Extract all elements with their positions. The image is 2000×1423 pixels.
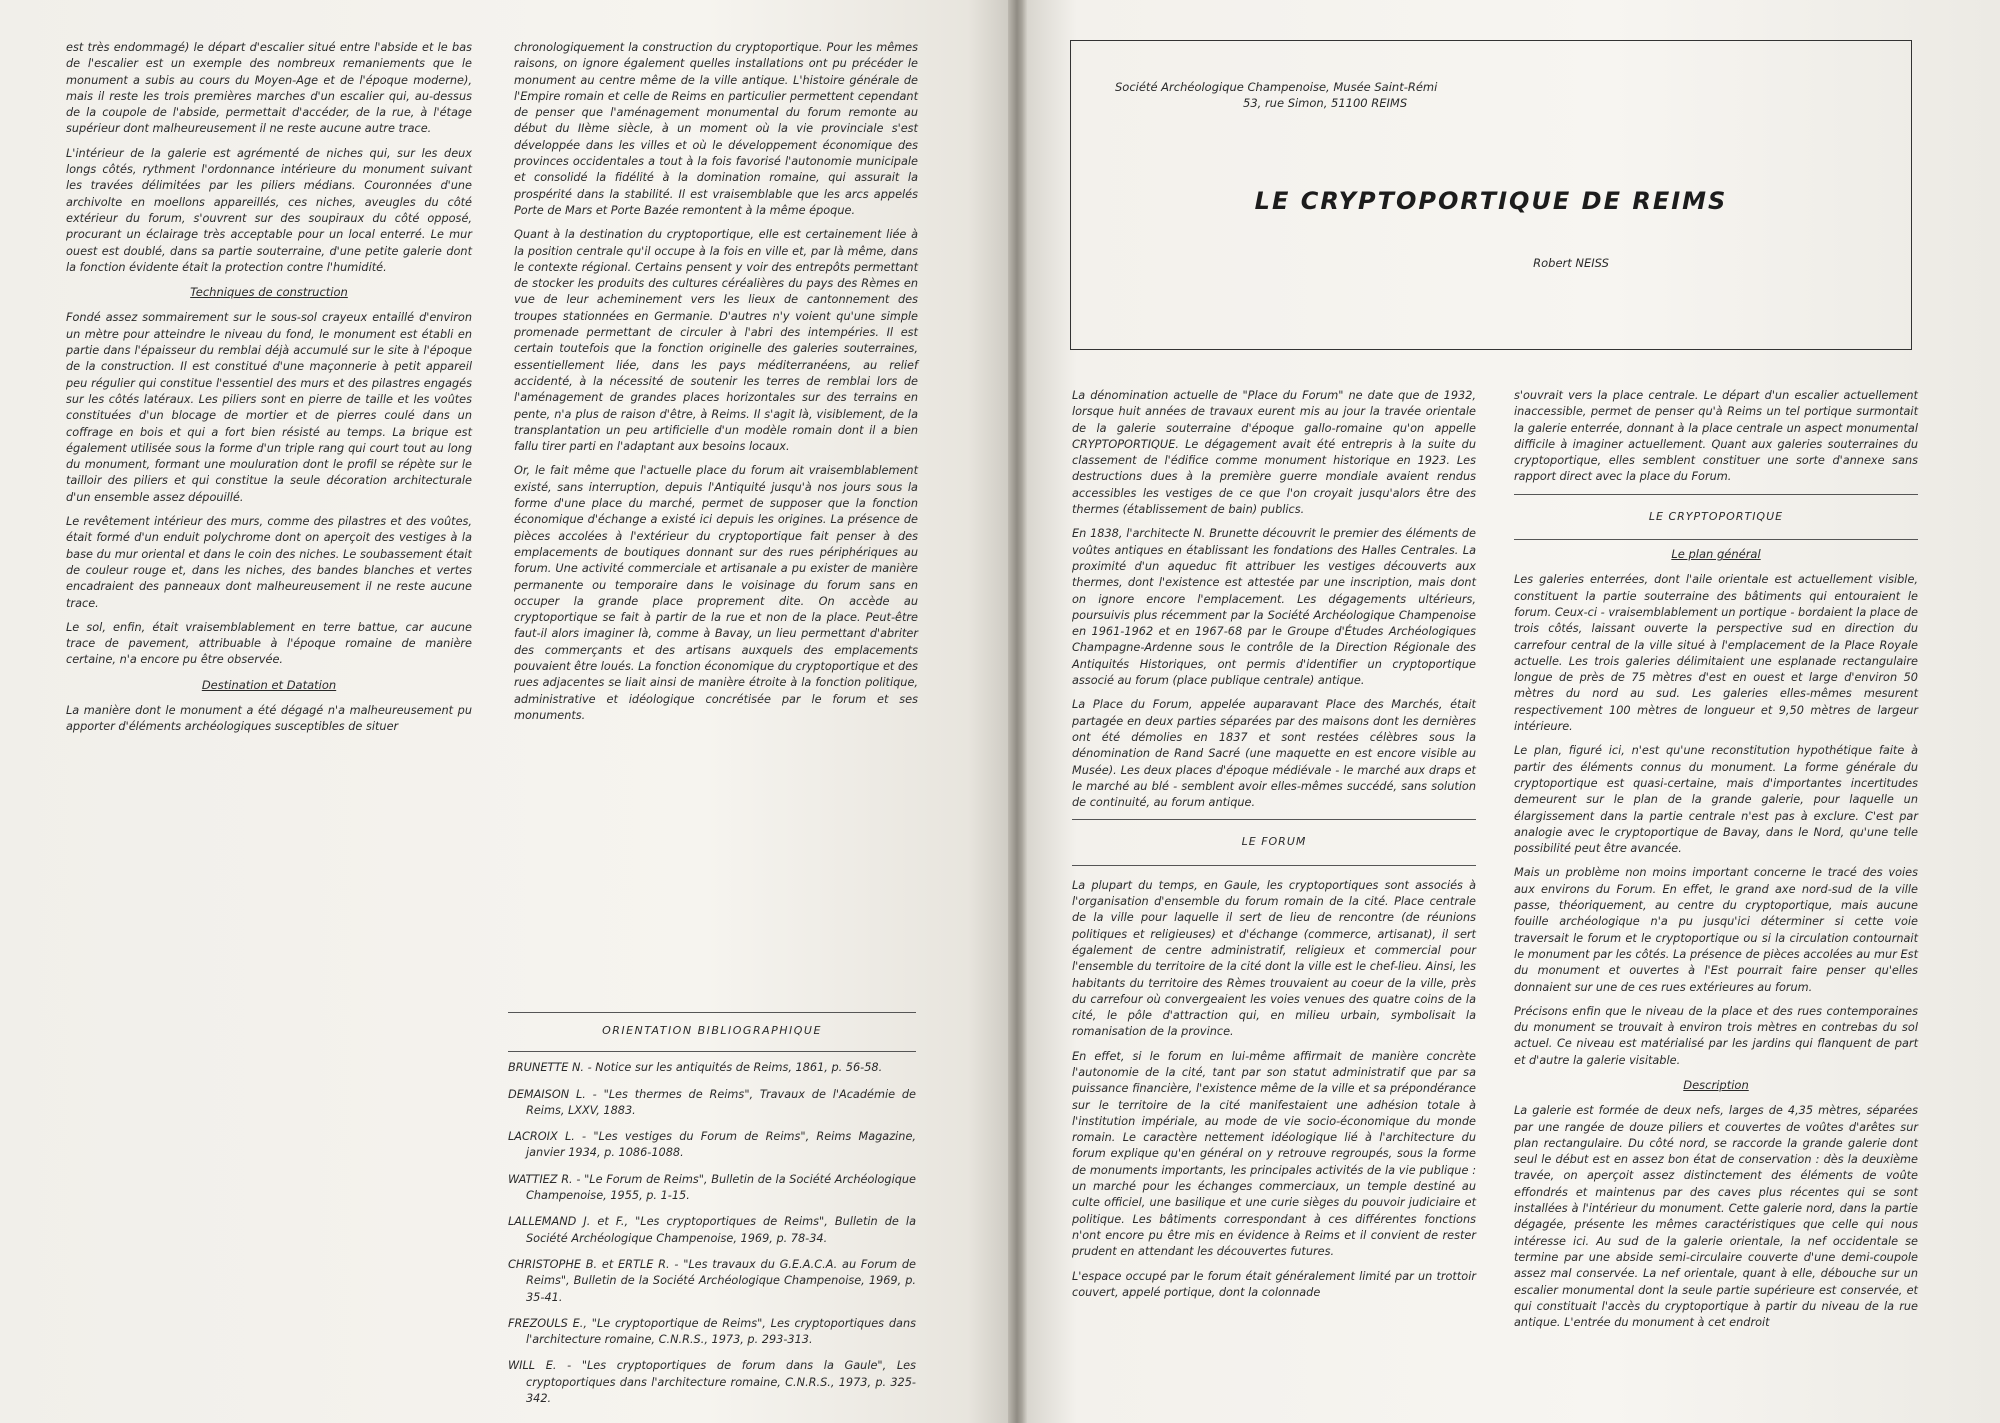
paragraph: Le plan, figuré ici, n'est qu'une reconstitution hypothétique faite à partir des éléments connus du monument. La forme générale du cryptoportique est quasi-certaine, mais d'importantes incertitudes demeurent sur le plan de la grande galerie, pour laquelle un élargissement dans la partie centrale n'est pas à exclure. C'est par analogie avec le cryptoportique de Bavay, dans le Nord, qu'une telle possibilité peut être avancée. bbox=[1514, 744, 1918, 856]
author-name: Robert NEISS bbox=[1533, 256, 1609, 270]
document-title: LE CRYPTOPORTIQUE DE REIMS bbox=[1254, 187, 1728, 215]
paragraph: chronologiquement la construction du cryptoportique. Pour les mêmes raisons, on ignore également quelles installations ont pu précéder le monument au centre même de la ville antique. L'histoire générale de l'Empire romain et celle de Reims en particulier permettent cependant de penser que l'aménagement monumental du forum remonte au début du IIème siècle, à un moment où la vie provinciale s'est développée dans les villes et où le développement économique des provinces occidentales a tout à la fois favorisé l'autonomie municipale et consolidé la fidélité à la domination romaine, qui assurait la prospérité dans la stabilité. Il est vraisemblable que les arcs appelés Porte de Mars et Porte Bazée remontent à la même époque. bbox=[514, 41, 918, 217]
bibliography bbox=[508, 1012, 916, 1417]
paragraph: L'intérieur de la galerie est agrémenté de niches qui, sur les deux longs côtés, rythment l'ordonnance intérieure du monument suivant les travées délimitées par les piliers médians. Couronnées d'une archivolte en moellons appareillés, ces niches, aveugles du côté extérieur du forum, s'ouvrent sur des soupiraux du côté opposé, procurant un éclairage très acceptable pour un local enterré. Le mur ouest est doublé, dans sa partie souterraine, d'une petite galerie dont la fonction évidente était la protection contre l'humidité. bbox=[66, 146, 472, 274]
divider bbox=[1072, 819, 1476, 820]
section-heading-forum: LE FORUM bbox=[1241, 835, 1307, 849]
paragraph: Or, le fait même que l'actuelle place du forum ait vraisemblablement existé, sans interruption, depuis l'Antiquité jusqu'à nos jours sous la forme d'une place du marché, permet de supposer que la fonction économique d'échange a existé ici depuis les origines. La présence de pièces accolées à l'extérieur du cryptoportique fait penser à des emplacements de boutiques donnant sur des rues périphériques au forum. Une activité commerciale et artisanale a pu exister de manière permanente ou temporaire dans le voisinage du forum sans en occuper la grande place proprement dite. On accède au cryptoportique se fait à partir de la rue et non de la place. Peut-être faut-il alors imaginer là, comme à Bavay, un lieu permettant d'abriter des commerçants et des artisans auxquels des emplacements pouvaient être loués. La fonction économique du cryptoportique et des rues adjacentes se liait ainsi de manière étroite à la fonction politique, administrative et idéologique concrétisée par le forum et ses monuments. bbox=[514, 464, 918, 722]
divider bbox=[1514, 539, 1918, 540]
paragraph: Quant à la destination du cryptoportique, elle est certainement liée à la position centrale qu'il occupe à la fois en ville et, par là même, dans le contexte régional. Certains pensent y voir des entrepôts permettant de stocker les produits des cultures céréalières du pays des Rèmes en vue de leur acheminement vers les lieux de cantonnement des troupes stationnées en Germanie. D'autres n'y voient qu'une simple promenade permettant de circuler à l'abri des intempéries. Il est certain toutefois que la fonction originelle des galeries souterraines, essentiellement liée, dans les pays méditerranéens, au relief accidenté, à la nécessité de soutenir les terres de remblai lors de l'aménagement de grandes places horizontales sur des terrains en pente, n'a plus de raison d'être, à Reims. Il s'agit là, visiblement, de la transplantation un peu artificielle d'un modèle romain dont il a bien fallu tirer parti en l'adaptant aux besoins locaux. bbox=[514, 228, 918, 454]
paragraph: Précisons enfin que le niveau de la place et des rues contemporaines du monument se trouvait à environ trois mètres en contrebas du sol actuel. Ce niveau est matérialisé par les jardins qui flanquent de part et d'autre la galerie visitable. bbox=[1514, 1004, 1918, 1067]
paragraph: Mais un problème non moins important concerne le tracé des voies aux environs du Forum. En effet, le grand axe nord-sud de la ville passe, théoriquement, au centre du cryptoportique, mais aucune fouille archéologique n'a pu jusqu'ici déterminer si cette voie traversait le forum et le cryptoportique ou si la circulation contournait le monument par les côtés. La présence de pièces accolées au mur Est du monument et ouvertes à l'Est pourrait faire penser qu'elles donnaient sur une de ces rues extérieures au forum. bbox=[1514, 866, 1918, 994]
bibliography-entry: WATTIEZ R. - "Le Forum de Reims", Bulletin de la Société Archéologique Champenoise, 1955, p. 1-15. bbox=[508, 1172, 916, 1203]
paragraph: Les galeries enterrées, dont l'aile orientale est actuellement visible, constituent la partie souterraine des bâtiments qui entouraient le forum. Ceux-ci - vraisemblablement un portique - bordaient la place de trois côtés, laissant ouverte la perspective sud en direction du carrefour central de la ville situé à l'emplacement de la Place Royale actuelle. Les trois galeries délimitaient une esplanade rectangulaire longue de près de 75 mètres d'est en ouest et large d'environ 50 mètres du nord au sud. Les galeries elles-mêmes mesurent respectivement 100 mètres de longueur et 9,50 mètres de largeur intérieure. bbox=[1514, 573, 1918, 734]
paragraph: En 1838, l'architecte N. Brunette découvrit le premier des éléments de voûtes antiques en établissant les fondations des Halles Centrales. La proximité d'un aqueduc fit attribuer les vestiges découverts aux thermes, dont l'existence est attestée par une inscription, mais dont on ignore encore l'emplacement. Les dégagements ultérieurs, poursuivis plus récemment par la Société Archéologique Champenoise en 1961-1962 et en 1967-68 par le Groupe d'Études Archéologiques Champagne-Ardenne sous le contrôle de la Direction Régionale des Antiquités Historiques, ont permis d'identifier un cryptoportique associé au forum (place publique centrale) antique. bbox=[1072, 527, 1476, 688]
section-heading-cryptoportique: LE CRYPTOPORTIQUE bbox=[1648, 509, 1784, 523]
section-heading-destination: Destination et Datation bbox=[201, 677, 337, 692]
right-column-1 bbox=[1072, 388, 1476, 1309]
bibliography-entry: WILL E. - "Les cryptoportiques de forum dans la Gaule", Les cryptoportiques dans l'architecture romaine, C.N.R.S., 1973, p. 325-342. bbox=[508, 1359, 916, 1406]
bibliography-entry: DEMAISON L. - "Les thermes de Reims", Travaux de l'Académie de Reims, LXXV, 1883. bbox=[508, 1087, 916, 1117]
page-gutter bbox=[1008, 0, 1028, 1423]
society-street: 53, rue Simon, 51100 REIMS bbox=[1243, 96, 1408, 110]
paragraph: La plupart du temps, en Gaule, les cryptoportiques sont associés à l'organisation d'ensemble du forum romain de la cité. Place centrale de la ville pour laquelle il sert de lieu de rencontre (de réunions politiques et religieuses) et d'échange (commerce, artisanat), il sert également de centre administratif, religieux et commercial pour l'ensemble du territoire de la cité dont la ville est le chef-lieu. Ainsi, les habitants du territoire des Rèmes trouvaient au coeur de la ville, près du carrefour où convergeaient les voies venues des quatre coins de la cité, le pôle d'attraction qui, en milieu urbain, symbolisait la romanisation de la province. bbox=[1072, 878, 1476, 1039]
paragraph: L'espace occupé par le forum était généralement limité par un trottoir couvert, appelé portique, dont la colonnade bbox=[1072, 1269, 1476, 1299]
society-address bbox=[1115, 79, 1475, 111]
section-heading-description: Description bbox=[1683, 1077, 1749, 1092]
divider bbox=[1072, 865, 1476, 866]
paragraph: La Place du Forum, appelée auparavant Place des Marchés, était partagée en deux parties séparées par des maisons dont les dernières ont été démolies en 1837 et sont restées célèbres sous la dénomination de Rand Sacré (une maquette en est encore visible au Musée). Les deux places d'époque médiévale - le marché aux draps et le marché au blé - semblent avoir elles-mêmes succédé, sans solution de continuité, au forum antique. bbox=[1072, 698, 1476, 810]
paragraph: En effet, si le forum en lui-même affirmait de manière concrète l'autonomie de la cité, tant par son statut administratif que par sa puissance financière, l'existence même de la ville et sa prépondérance sur le territoire de la cité manifestaient une adhésion totale à l'institution impériale, au mode de vie socio-économique du monde romain. Le caractère nettement idéologique lié à l'architecture du forum explique qu'en général on y retrouve regroupés, sous la forme de monuments importants, les principales activités de la vie publique : un marché pour les échanges commerciaux, un temple destiné au culte officiel, une basilique et une curie sièges du pouvoir judiciaire et politique. Les bâtiments correspondant à ces différentes fonctions n'ont encore pu être mis en évidence à Reims et il convient de rester prudent en attendant les découvertes futures. bbox=[1072, 1049, 1476, 1259]
bibliography-entry: BRUNETTE N. - Notice sur les antiquités de Reims, 1861, p. 56-58. bbox=[508, 1061, 883, 1075]
left-column-1 bbox=[66, 40, 472, 744]
bibliography-title: ORIENTATION BIBLIOGRAPHIQUE bbox=[602, 1024, 822, 1037]
title-box bbox=[1070, 40, 1912, 350]
divider bbox=[1514, 494, 1918, 495]
bibliography-entry: FREZOULS E., "Le cryptoportique de Reims", Les cryptoportiques dans l'architecture romaine, C.N.R.S., 1973, p. 293-313. bbox=[508, 1316, 916, 1347]
bibliography-entry: LACROIX L. - "Les vestiges du Forum de Reims", Reims Magazine, janvier 1934, p. 1086-1088. bbox=[508, 1130, 916, 1160]
paragraph: Le revêtement intérieur des murs, comme des pilastres et des voûtes, était formé d'un enduit polychrome dont on aperçoit des vestiges à la base du mur oriental et dans le coin des niches. Le soubassement était de couleur rouge et, dans les niches, des bandes blanches et vertes encadraient des panneaux dont malheureusement il ne reste aucune trace. bbox=[66, 515, 472, 610]
bibliography-header bbox=[508, 1012, 916, 1052]
paragraph: est très endommagé) le départ d'escalier situé entre l'abside et le bas de l'escalier est un exemple des nombreux remaniements que le monument a subis au cours du Moyen-Age et de l'époque moderne), mais il reste les trois premières marches d'un escalier qui, au-dessus de la coupole de l'abside, permettait d'accéder, de la rue, à l'étage supérieur dont malheureusement il ne reste aucune autre trace. bbox=[66, 41, 472, 136]
paragraph: s'ouvrait vers la place centrale. Le départ d'un escalier actuellement inaccessible, permet de penser qu'à Reims un tel portique surmontait la galerie enterrée, donnant à la place centrale un aspect monumental difficile à imaginer actuellement. Quant aux galeries souterraines du cryptoportique, elles semblent constituer une sorte d'annexe sans rapport direct avec la place du Forum. bbox=[1514, 389, 1918, 484]
society-name: Société Archéologique Champenoise, Musée Saint-Rémi bbox=[1115, 80, 1438, 94]
paragraph: Le sol, enfin, était vraisemblablement en terre battue, car aucune trace de pavement, attribuable à l'époque romaine de manière certaine, n'a encore pu être observée. bbox=[66, 620, 472, 667]
paragraph: La dénomination actuelle de "Place du Forum" ne date que de 1932, lorsque huit années de travaux eurent mis au jour la travée orientale de la galerie souterraine d'époque gallo-romaine qu'on appelle CRYPTOPORTIQUE. Le dégagement avait été entrepris à la suite du classement de l'édifice comme monument historique en 1923. Les destructions dues à la première guerre mondiale avaient rendus accessibles les vestiges de ce que l'on croyait jusqu'alors être des thermes (établissement de bain) publics. bbox=[1072, 389, 1476, 517]
left-column-2 bbox=[514, 40, 918, 732]
bibliography-entry: LALLEMAND J. et F., "Les cryptoportiques de Reims", Bulletin de la Société Archéologique Champenoise, 1969, p. 78-34. bbox=[508, 1215, 916, 1245]
divider bbox=[508, 1051, 916, 1052]
bibliography-entry: CHRISTOPHE B. et ERTLE R. - "Les travaux du G.E.A.C.A. au Forum de Reims", Bulletin de la Société Archéologique Champenoise, 1969, p. 35-41. bbox=[508, 1257, 916, 1304]
section-heading-plan: Le plan général bbox=[1671, 547, 1761, 562]
section-heading-techniques: Techniques de construction bbox=[190, 285, 348, 300]
right-column-2 bbox=[1514, 388, 1918, 1339]
paragraph: Fondé assez sommairement sur le sous-sol crayeux entaillé d'environ un mètre pour atteindre le niveau du fond, le monument est établi en partie dans l'épaisseur du remblai déjà accumulé sur le site à l'époque de la construction. Il est constitué d'une maçonnerie à petit appareil peu régulier qui constitue l'essentiel des murs et des pilastres engagés sur les côtés latéraux. Les piliers sont en pierre de taille et les voûtes constituées d'un blocage de mortier et de pierres coulé dans un coffrage en bois et qui a fort bien résisté au temps. La brique est également utilisée sous la forme d'un triple rang qui court tout au long du monument, formant une mouluration dont le profil se répète sur le tailloir des piliers et qui constitue la seule décoration architecturale d'un ensemble assez dépouillé. bbox=[66, 311, 472, 504]
paragraph: La galerie est formée de deux nefs, larges de 4,35 mètres, séparées par une rangée de douze piliers et couvertes de voûtes d'arêtes sur plan rectangulaire. Du côté nord, se raccorde la grande galerie dont seul le début est en assez bon état de conservation : dès la deuxième travée, on aperçoit assez distinctement des éléments de voûte effondrés et maintenus par des caves plus récentes qui se sont installées à l'intérieur du monument. Cette galerie nord, dans la partie dégagée, présente les mêmes caractéristiques que celle qui nous intéresse ici. Au sud de la galerie orientale, la nef occidentale se termine par une abside semi-circulaire couverte d'une demi-coupole assez mal conservée. La nef orientale, quant à elle, débouche sur un escalier monumental dont la seule partie supérieure est conservée, et qui constituait l'accès du cryptoportique à partir du niveau de la rue antique. L'entrée du monument à cet endroit bbox=[1514, 1104, 1918, 1330]
paragraph: La manière dont le monument a été dégagé n'a malheureusement pu apporter d'éléments archéologiques susceptibles de situer bbox=[66, 703, 472, 734]
